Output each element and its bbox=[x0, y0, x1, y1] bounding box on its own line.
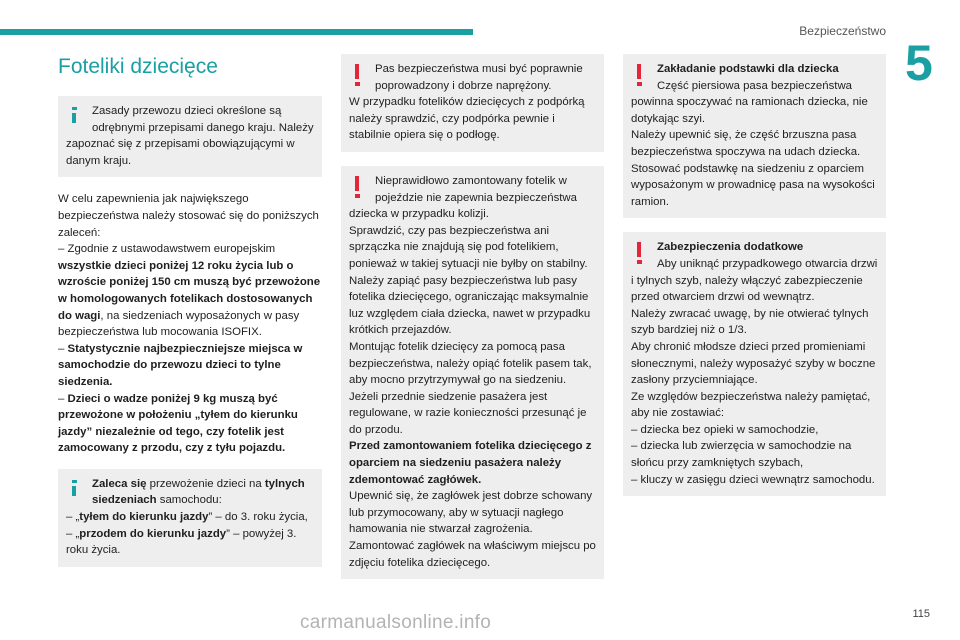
rec-item-2-bold: przodem do kierunku jazdy bbox=[79, 527, 227, 540]
rec-item-2-post: ” – powyżej 3. roku życia. bbox=[66, 527, 297, 557]
warning-4-p2: Należy zwracać uwagę, by nie otwierać tylnych szyb bardziej niż o 1/3. bbox=[631, 307, 869, 337]
warning-2-p1: dziecka w przypadku kolizji. bbox=[349, 208, 489, 221]
warning-4-p3: Aby chronić młodsze dzieci przed promieniami słonecznymi, należy wyposażyć szyby w boczne zasłony przyciemniające. bbox=[631, 340, 876, 387]
info-icon bbox=[66, 103, 82, 136]
warning-icon bbox=[631, 239, 647, 272]
recommendation-text bbox=[92, 476, 314, 509]
rec-item-1-post: ” – do 3. roku życia, bbox=[208, 511, 308, 524]
warning-4-p4: Ze względów bezpieczeństwa należy pamiętać, aby nie zostawiać: bbox=[631, 390, 871, 420]
warning-3-p2: Należy upewnić się, że część brzuszna pasa bezpieczeństwa spoczywa na udach dziecka. bbox=[631, 129, 861, 158]
rec-bold-2: tylnych siedzeniach bbox=[92, 477, 305, 507]
column-2 bbox=[341, 54, 604, 593]
intro-text: W celu zapewnienia jak największego bezpieczeństwa należy stosować się do poniższych zaleceń: bbox=[58, 193, 319, 239]
warning-4-line1: Aby uniknąć przypadkowego otwarcia drzwi bbox=[657, 257, 878, 270]
info-box-line1: Zasady przewozu dzieci określone są odrębnymi przepisami danego kraju. Należy bbox=[92, 105, 314, 134]
info-icon bbox=[66, 476, 82, 509]
watermark: carmanualsonline.info bbox=[300, 612, 492, 633]
section-title: Bezpieczeństwo bbox=[799, 24, 886, 38]
bullet-3-bold: Dzieci o wadze poniżej 9 kg muszą być przewożone w położeniu „tyłem do kierunku jazdy” niezależnie od tego, czy fotelik jest zamocowany z przodu, czy z tyłu pojazdu. bbox=[58, 392, 298, 455]
warning-4-item2: – dziecka lub zwierzęcia w samochodzie na słońcu przy zamkniętych szybach, bbox=[631, 440, 852, 470]
rec-item-1-bold: tyłem do kierunku jazdy bbox=[79, 511, 209, 524]
warning-box-seatbelt bbox=[341, 54, 604, 152]
warning-4-item1: – dziecka bez opieki w samochodzie, bbox=[631, 423, 819, 436]
warning-box-additional bbox=[623, 232, 886, 496]
rec-text-2: samochodu: bbox=[156, 494, 222, 507]
warning-box-booster bbox=[623, 54, 886, 218]
warning-2-p6: Upewnić się, że zagłówek jest dobrze schowany lub przymocowany, aby w sytuacji nagłego hamowania nie stwarzał zagrożenia. Zamontować zagłówek na właściwym miejscu po zdjęciu fotelika dziecięcego. bbox=[349, 490, 596, 569]
chapter-number: 5 bbox=[905, 35, 933, 91]
info-box-recommendation bbox=[58, 469, 322, 567]
column-1 bbox=[58, 54, 322, 581]
warning-2-line1: Nieprawidłowo zamontowany fotelik w pojeździe nie zapewnia bezpieczeństwa bbox=[375, 174, 577, 204]
warning-1-rest: W przypadku fotelików dziecięcych z podpórką należy sprawdzić, czy podpórka pewnie i stabilnie opiera się o podłogę. bbox=[349, 96, 585, 142]
rec-item-2-pre: – „ bbox=[66, 527, 80, 540]
warning-1-line1: Pas bezpieczeństwa musi być poprawnie poprowadzony i dobrze naprężony. bbox=[375, 63, 583, 92]
bullet-1-bold: wszystkie dzieci poniżej 12 roku życia lub o wzroście poniżej 150 cm muszą być przewożone w homologowanych fotelikach dostosowanych do wagi bbox=[58, 259, 321, 322]
bullet-2-prefix: – bbox=[58, 342, 68, 355]
warning-icon bbox=[349, 61, 365, 94]
bullet-2-bold: Statystycznie najbezpieczniejsze miejsca w samochodzie do przewozu dzieci to tylne siedzenia. bbox=[58, 342, 303, 388]
warning-4-item3: – kluczy w zasięgu dzieci wewnątrz samochodu. bbox=[631, 473, 875, 486]
warning-4-p1: i tylnych szyb, należy włączyć zabezpieczenie przed otwarciem drzwi od wewnątrz. bbox=[631, 274, 863, 304]
warning-icon bbox=[349, 173, 365, 206]
warning-2-p5: Przed zamontowaniem fotelika dziecięcego z oparciem na siedzeniu pasażera należy zdemontować zagłówek. bbox=[349, 440, 592, 486]
bullet-1-rest: , na siedzeniach wyposażonych w pasy bezpieczeństwa lub mocowania ISOFIX. bbox=[58, 309, 300, 339]
rec-bold-1: Zaleca się bbox=[92, 477, 147, 490]
rec-item-1 bbox=[66, 509, 314, 526]
warning-3-line1: Część piersiowa pasa bezpieczeństwa bbox=[657, 79, 853, 92]
header-accent-bar bbox=[0, 29, 473, 35]
warning-3-p3: Stosować podstawkę na siedzeniu z oparciem wyposażonym w prowadnicę pasa na wysokości ramion. bbox=[631, 162, 875, 208]
bullet-3 bbox=[58, 391, 322, 457]
warning-2-p3: Należy zapiąć pasy bezpieczeństwa lub pasy fotelika dziecięcego, ograniczając maksymalnie luz względem ciała dziecka, nawet w przypadku krótkich przejazdów. bbox=[349, 274, 591, 337]
info-box-rest: zapoznać się z przepisami obowiązującymi w danym kraju. bbox=[66, 138, 295, 167]
warning-3-title: Zakładanie podstawki dla dziecka bbox=[657, 63, 839, 75]
bullet-2 bbox=[58, 341, 322, 391]
page-number: 115 bbox=[912, 608, 930, 620]
warning-4-title: Zabezpieczenia dodatkowe bbox=[657, 241, 804, 254]
warning-2-p2: Sprawdzić, czy pas bezpieczeństwa ani sprzączka nie znajdują się pod fotelikiem, ponieważ w takiej sytuacji nie byłby on stabilny. bbox=[349, 224, 588, 270]
rec-item-1-pre: – „ bbox=[66, 511, 80, 524]
column-3 bbox=[623, 54, 886, 510]
rec-text-1: przewożenie dzieci na bbox=[146, 477, 265, 490]
warning-box-mounting bbox=[341, 166, 604, 579]
bullet-1-prefix: – Zgodnie z ustawodawstwem europejskim bbox=[58, 243, 276, 256]
rec-item-2 bbox=[66, 526, 314, 559]
warning-2-p4: Montując fotelik dziecięcy za pomocą pasa bezpieczeństwa, należy opiąć fotelik pasem tak, aby mocno przytrzymywał go na siedzeniu. Jeżeli przednie siedzenie pasażera jest regulowane, w razie konieczności przesunąć je do przodu. bbox=[349, 340, 592, 436]
warning-icon bbox=[631, 61, 647, 94]
page-heading: Foteliki dziecięce bbox=[58, 55, 218, 78]
warning-3-p1: powinna spoczywać na ramionach dziecka, nie dotykając szyi. bbox=[631, 96, 868, 125]
info-box-regulations bbox=[58, 96, 322, 177]
bullet-1 bbox=[58, 241, 322, 341]
bullet-3-prefix: – bbox=[58, 392, 68, 405]
